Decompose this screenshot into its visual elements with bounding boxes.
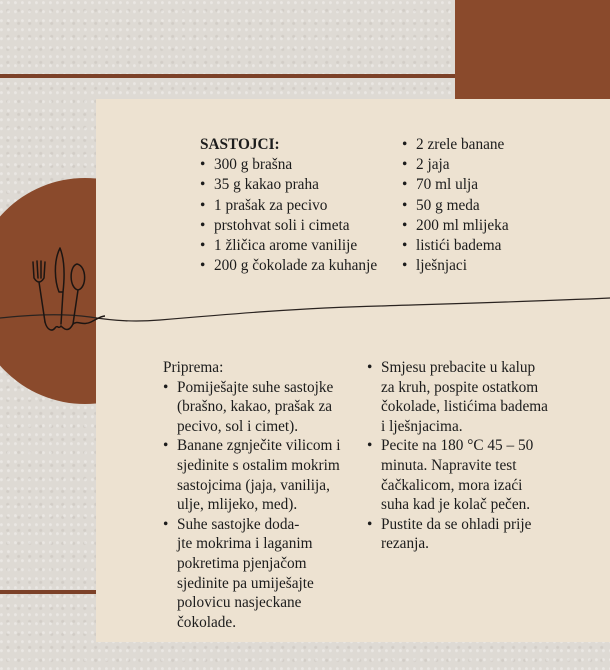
ingredient-item: • lješnjaci [402,256,509,276]
preparation-step: • Pustite da se ohladi prije rezanja. [367,515,567,554]
ingredients-right-column [402,135,509,276]
ingredient-item: • 35 g kakao praha [200,175,377,195]
top-stripe [0,74,455,78]
preparation-heading: Priprema: [163,359,224,376]
preparation-step: • Banane zgnječite vilicom i sjedinite s ostalim mokrim sastojcima (jaja, vanilija, ulje, mlijeko, med). [163,436,363,514]
ingredients-left-column [200,135,377,276]
ingredient-item: • 2 zrele banane [402,135,509,155]
preparation-step: • Pomiješajte suhe sastojke (brašno, kakao, prašak za pecivo, sol i cimet). [163,378,363,437]
ingredient-item: • 1 prašak za pecivo [200,196,377,216]
fork-knife-spoon-icon [25,244,105,344]
ingredient-item: • 1 žličica arome vanilije [200,236,377,256]
ingredient-item: • 300 g brašna [200,155,377,175]
ingredient-item: • prstohvat soli i cimeta [200,216,377,236]
preparation-step: • Smjesu prebacite u kalup za kruh, pospite ostatkom čokolade, listićima badema i lješnjacima. [367,358,567,436]
preparation-right-column [367,358,567,554]
corner-accent-block [455,0,610,100]
preparation-step: • Suhe sastojke doda- jte mokrima i laganim pokretima pjenjačom sjedinite pa umiješajte polovicu nasjeckane čokolade. [163,515,363,633]
ingredient-item: • 70 ml ulja [402,175,509,195]
ingredient-item: • listići badema [402,236,509,256]
preparation-left-column [163,358,363,632]
ingredients-heading: SASTOJCI: [200,136,280,153]
ingredient-item: • 50 g meda [402,196,509,216]
ingredient-item: • 200 ml mlijeka [402,216,509,236]
ingredient-item: • 200 g čokolade za kuhanje [200,256,377,276]
preparation-step: • Pecite na 180 °C 45 – 50 minuta. Napravite test čačkalicom, mora izaći suha kad je kolač pečen. [367,436,567,514]
ingredient-item: • 2 jaja [402,155,509,175]
bottom-stripe [0,590,100,594]
